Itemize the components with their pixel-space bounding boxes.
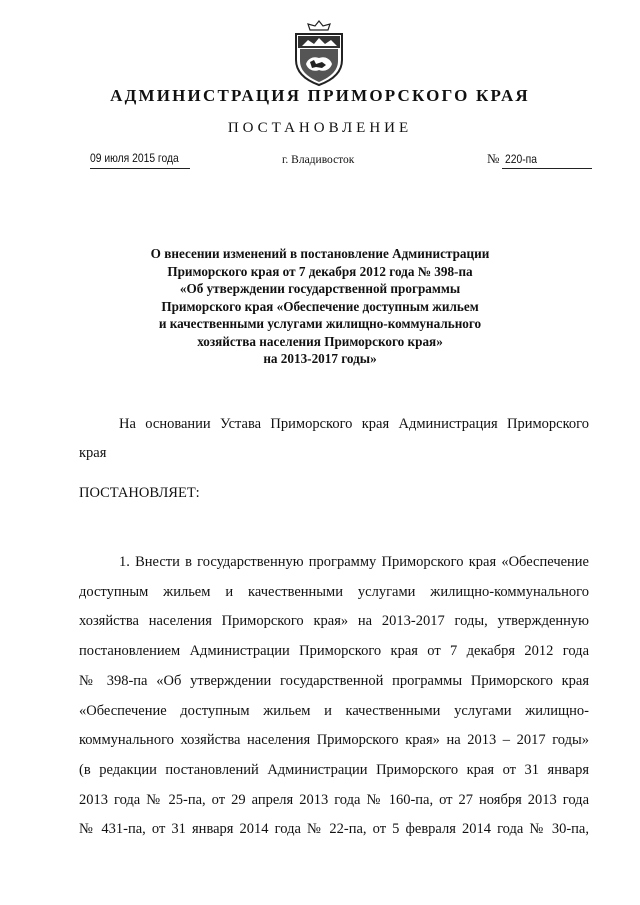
item-1-line: хозяйства населения Приморского края» на 2013-2017 годы, утвержденную (79, 613, 589, 630)
title-line: О внесении изменений в постановление Администрации (150, 246, 490, 261)
resolves-heading: ПОСТАНОВЛЯЕТ: (79, 485, 200, 501)
coat-of-arms-emblem-icon (288, 18, 350, 88)
preamble-line: На основании Устава Приморского края Администрация Приморского (119, 416, 589, 432)
number-value: 220-па (505, 152, 538, 166)
item-1-line: доступным жильем и качественными услугами жилищно-коммунального (79, 583, 589, 600)
item-1-line: 1. Внести в государственную программу Приморского края «Обеспечение (119, 554, 589, 570)
document-type-heading: ПОСТАНОВЛЕНИЕ (227, 120, 413, 136)
organization-heading: АДМИНИСТРАЦИЯ ПРИМОРСКОГО КРАЯ (110, 86, 530, 105)
item-1-line: № 431-па, от 31 января 2014 года № 22-па, от 5 февраля 2014 года № 30-па, (79, 821, 589, 838)
preamble-paragraph (79, 410, 589, 468)
title-line: «Об утверждении государственной программы (179, 281, 461, 296)
document-city: г. Владивосток (282, 154, 355, 166)
item-1-paragraph (79, 548, 589, 845)
number-underline (502, 168, 592, 169)
title-line: хозяйства населения Приморского края» (197, 333, 443, 349)
title-line: Приморского края от 7 декабря 2012 года № 398-па (167, 263, 473, 279)
item-1-line: (в редакции постановлений Администрации Приморского края от 31 января (79, 761, 589, 778)
item-1-line: коммунального хозяйства населения Приморского края» на 2013 – 2017 годы» (79, 732, 589, 749)
item-1-line: 2013 года № 25-па, от 29 апреля 2013 года № 160-па, от 27 ноября 2013 года (79, 791, 589, 808)
item-1-line: № 398-па «Об утверждении государственной программы Приморского края (79, 672, 589, 689)
document-date-value: 09 июля 2015 года (90, 151, 179, 165)
document-date (90, 151, 200, 165)
number-label: № (487, 151, 500, 166)
document-title (110, 245, 530, 368)
item-1-line: «Обеспечение доступным жильем и качественными услугами жилищно- (79, 702, 589, 719)
preamble-line: края (79, 445, 107, 461)
title-line: и качественными услугами жилищно-коммунального (158, 316, 482, 331)
title-line: Приморского края «Обеспечение доступным жильем (161, 298, 479, 314)
document-number (487, 151, 543, 167)
date-underline (90, 168, 190, 169)
item-1-line: постановлением Администрации Приморского края от 7 декабря 2012 года (79, 643, 589, 660)
title-line: на 2013-2017 годы» (263, 351, 377, 366)
